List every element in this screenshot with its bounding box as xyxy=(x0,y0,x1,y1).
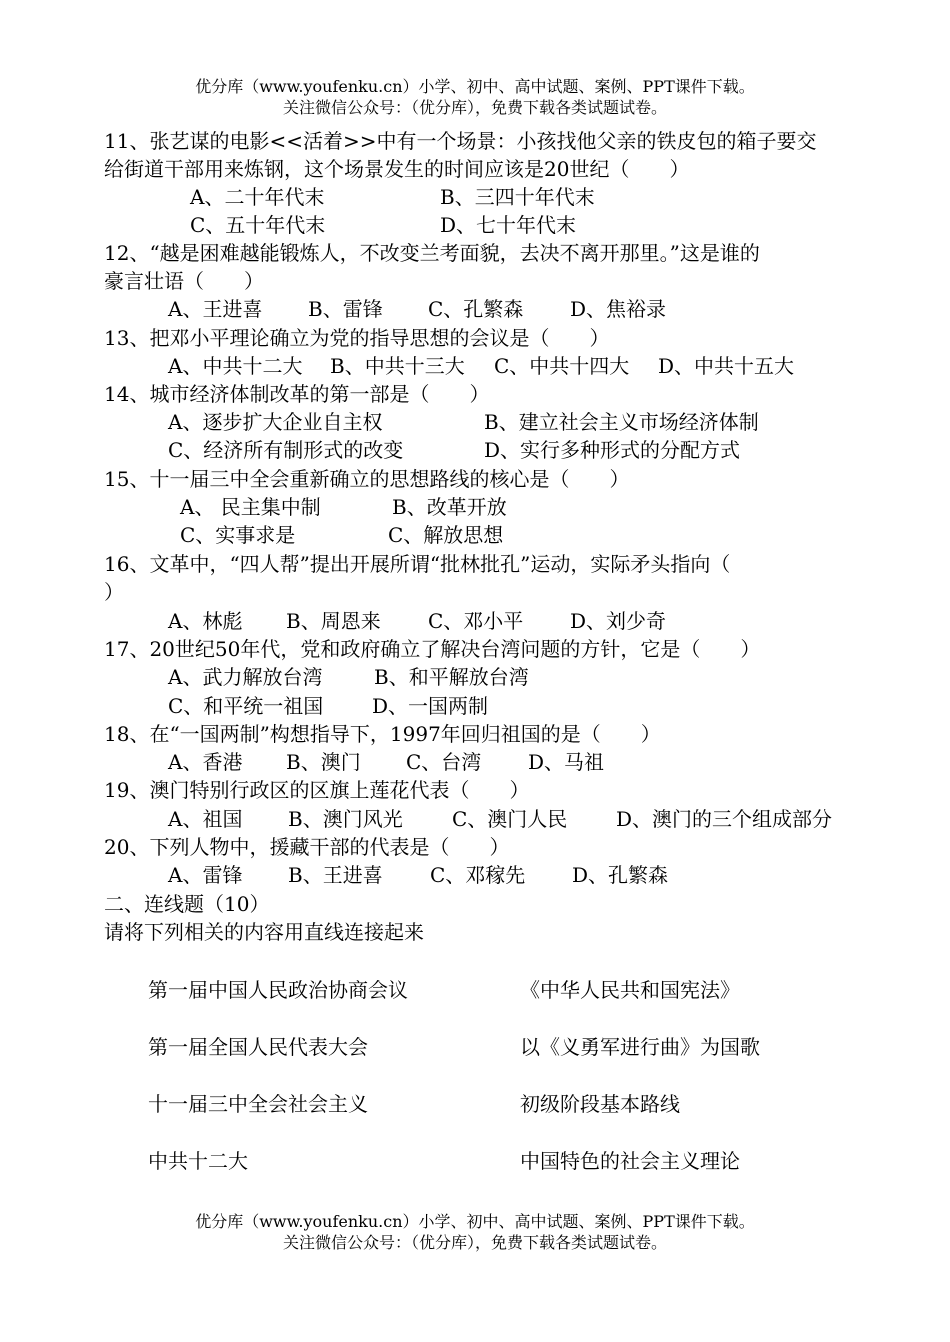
section-2-title: 二、连线题（10） xyxy=(104,892,270,916)
header-line-2: 关注微信公众号：（优分库），免费下载各类试题试卷。 xyxy=(282,98,667,117)
section-2-instruction: 请将下列相关的内容用直线连接起来 xyxy=(104,920,424,944)
match-left-2: 第一届全国人民代表大会 xyxy=(148,1035,368,1059)
option-16-b: B、周恩来 xyxy=(286,609,381,633)
option-16-d: D、刘少奇 xyxy=(570,609,667,633)
option-18-b: B、澳门 xyxy=(286,750,361,774)
option-14-d: D、实行多种形式的分配方式 xyxy=(484,438,741,462)
match-right-1: 《中华人民共和国宪法》 xyxy=(520,978,740,1002)
option-19-b: B、澳门风光 xyxy=(288,807,403,831)
option-16-c: C、邓小平 xyxy=(428,609,524,633)
question-19-line-1: 19、澳门特别行政区的区旗上莲花代表（ ） xyxy=(104,778,530,802)
question-17-line-1: 17、20世纪50年代，党和政府确立了解决台湾问题的方针，它是（ ） xyxy=(104,637,761,661)
footer-line-1: 优分库（www.youfenku.cn）小学、初中、高中试题、案例、PPT课件下载。 xyxy=(195,1212,755,1231)
option-15-b: B、改革开放 xyxy=(392,495,507,519)
option-14-c: C、经济所有制形式的改变 xyxy=(168,438,404,462)
option-11-c: C、五十年代末 xyxy=(190,213,326,237)
option-17-b: B、和平解放台湾 xyxy=(374,665,529,689)
option-19-a: A、祖国 xyxy=(168,807,243,831)
option-13-a: A、中共十二大 xyxy=(168,354,303,378)
option-13-d: D、中共十五大 xyxy=(658,354,795,378)
question-12-line-2: 豪言壮语（ ） xyxy=(104,269,264,293)
option-18-c: C、台湾 xyxy=(406,750,482,774)
option-14-b: B、建立社会主义市场经济体制 xyxy=(484,410,759,434)
question-16-line-1: 16、文革中，“四人帮”提出开展所谓“批林批孔”运动，实际矛头指向（ xyxy=(104,552,731,576)
option-13-c: C、中共十四大 xyxy=(494,354,630,378)
option-14-a: A、逐步扩大企业自主权 xyxy=(168,410,383,434)
option-12-d: D、焦裕录 xyxy=(570,297,667,321)
question-14-line-1: 14、城市经济体制改革的第一部是（ ） xyxy=(104,382,490,406)
option-18-d: D、马祖 xyxy=(528,750,605,774)
page-footer xyxy=(0,1211,950,1253)
question-11-line-1: 11、张艺谋的电影<<活着>>中有一个场景：小孩找他父亲的铁皮包的箱子要交 xyxy=(104,129,817,153)
option-15-a: A、 民主集中制 xyxy=(180,495,321,519)
option-17-c: C、和平统一祖国 xyxy=(168,694,324,718)
option-20-b: B、王进喜 xyxy=(288,863,383,887)
header-line-1: 优分库（www.youfenku.cn）小学、初中、高中试题、案例、PPT课件下载。 xyxy=(195,77,755,96)
option-11-d: D、七十年代末 xyxy=(440,213,577,237)
option-20-a: A、雷锋 xyxy=(168,863,243,887)
match-right-3: 初级阶段基本路线 xyxy=(520,1092,680,1116)
option-17-d: D、一国两制 xyxy=(372,694,489,718)
question-20-line-1: 20、下列人物中，援藏干部的代表是（ ） xyxy=(104,835,510,859)
option-12-b: B、雷锋 xyxy=(308,297,383,321)
option-18-a: A、香港 xyxy=(168,750,243,774)
question-13-line-1: 13、把邓小平理论确立为党的指导思想的会议是（ ） xyxy=(104,326,610,350)
question-18-line-1: 18、在“一国两制”构想指导下，1997年回归祖国的是（ ） xyxy=(104,722,661,746)
question-15-line-1: 15、十一届三中全会重新确立的思想路线的核心是（ ） xyxy=(104,467,630,491)
option-17-a: A、武力解放台湾 xyxy=(168,665,323,689)
option-20-d: D、孔繁森 xyxy=(572,863,669,887)
option-15-d: C、解放思想 xyxy=(388,523,504,547)
match-left-4: 中共十二大 xyxy=(148,1149,248,1173)
option-20-c: C、邓稼先 xyxy=(430,863,526,887)
option-19-d: D、澳门的三个组成部分 xyxy=(616,807,833,831)
page-header xyxy=(0,76,950,118)
match-right-2: 以《义勇军进行曲》为国歌 xyxy=(520,1035,760,1059)
option-12-c: C、孔繁森 xyxy=(428,297,524,321)
question-12-line-1: 12、“越是困难越能锻炼人，不改变兰考面貌，去决不离开那里。”这是谁的 xyxy=(104,241,760,265)
option-15-c: C、实事求是 xyxy=(180,523,296,547)
option-16-a: A、林彪 xyxy=(168,609,243,633)
footer-line-2: 关注微信公众号：（优分库），免费下载各类试题试卷。 xyxy=(282,1233,667,1252)
option-11-b: B、三四十年代末 xyxy=(440,185,595,209)
option-11-a: A、二十年代末 xyxy=(190,185,325,209)
option-19-c: C、澳门人民 xyxy=(452,807,568,831)
option-13-b: B、中共十三大 xyxy=(330,354,465,378)
match-left-1: 第一届中国人民政治协商会议 xyxy=(148,978,408,1002)
option-12-a: A、王进喜 xyxy=(168,297,263,321)
match-left-3: 十一届三中全会社会主义 xyxy=(148,1092,368,1116)
question-16-line-2: ） xyxy=(104,580,124,604)
question-11-line-2: 给街道干部用来炼钢，这个场景发生的时间应该是20世纪（ ） xyxy=(104,157,690,181)
match-right-4: 中国特色的社会主义理论 xyxy=(520,1149,740,1173)
